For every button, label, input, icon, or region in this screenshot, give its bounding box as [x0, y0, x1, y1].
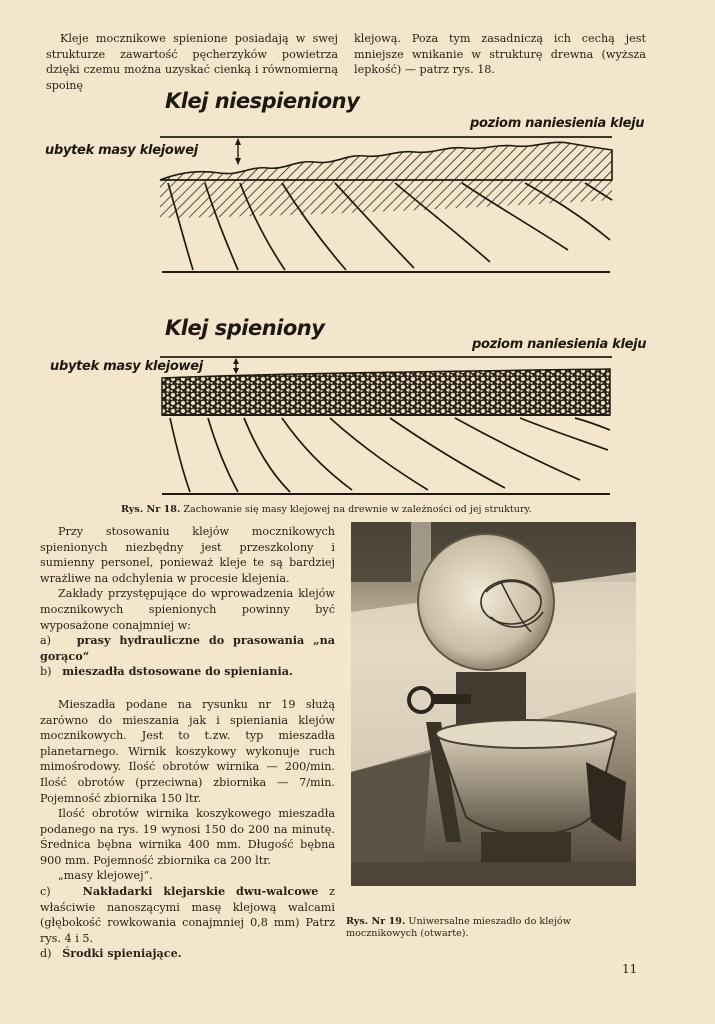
paragraph-5: „masy klejowej“.	[58, 869, 153, 883]
list-item-a-text: prasy hydrauliczne do prasowania „na gorąco“	[40, 633, 336, 663]
top-loss-arrow-head-up	[235, 138, 241, 145]
bottom-diagram-title: Klej spieniony	[165, 316, 325, 340]
bottom-level-label: poziom naniesienia kleju	[472, 337, 647, 352]
paragraph-3: Mieszadła podane na rysunku nr 19 służą zarówno do mieszania jak i spieniania klejów mocznikowych. Jest to t.zw. typ mieszadła planetarnego. Wirnik koszykowy wykonuje ruch mimośrodowy. Ilość obrotów wirnika — 200/min. Ilość obrotów (przeciwna) zbiornika — 7/min. Pojemność zbiornika 150 ltr.	[40, 697, 335, 805]
top-diagram-title: Klej niespieniony	[165, 89, 360, 113]
top-level-label: poziom naniesienia kleju	[470, 116, 645, 131]
intro-right-text: klejową. Poza tym zasadniczą ich cechą jest mniejsze wnikanie w strukturę drewna (wyższa lepkość) — patrz rys. 18.	[354, 32, 646, 77]
list-item-c-rest: z właściwie nanoszącymi masę klejową walcami (głębokość rowkowania conajmniej 0,8 mm) Patrz rys. 4 i 5.	[40, 885, 335, 945]
list-item-b-text: mieszadła dstosowane do spieniania.	[62, 664, 293, 679]
figure-19-photo-mixer	[351, 522, 636, 886]
figure-18-caption	[121, 504, 591, 516]
paragraph-gap	[40, 680, 335, 697]
list-item-c-letter: c)	[40, 885, 51, 899]
list-item-b-letter: b)	[40, 665, 52, 679]
paragraph-1: Przy stosowaniu klejów mocznikowych spienionych niezbędny jest przeszkolony i sumienny personel, ponieważ kleje te są bardziej wrażliwe na odchylenia w procesie klejenia.	[40, 525, 335, 585]
list-item-c	[40, 884, 335, 946]
page-number: 11	[622, 962, 638, 976]
body-text-column	[40, 524, 335, 962]
list-item-a-letter: a)	[40, 634, 52, 648]
figure-19-caption	[346, 916, 641, 940]
top-penetration-zone	[160, 180, 612, 218]
list-item-d-letter: d)	[40, 947, 52, 961]
figure-18-caption-text: Zachowanie się masy klejowej na drewnie w zależności od jej struktury.	[183, 504, 532, 515]
list-item-b	[40, 664, 335, 680]
figure-19-caption-text: Uniwersalne mieszadło do klejów mocznikowych (otwarte).	[346, 916, 571, 939]
bottom-wood-grain	[170, 418, 610, 492]
figure-18-caption-prefix: Rys. Nr 18.	[121, 504, 181, 515]
list-item-d-text: Środki spieniające.	[62, 946, 182, 961]
figure-19-caption-prefix: Rys. Nr 19.	[346, 916, 406, 927]
bottom-foam-glue-layer	[162, 369, 610, 415]
intro-left-text: Kleje mocznikowe spienione posiadają w swej strukturze zawartość pęcherzyków powietrza dzięki czemu można uzyskać cienką i równomierną spoinę	[46, 32, 338, 92]
paragraph-2: Zakłady przystępujące do wprowadzenia klejów mocznikowych spienionych powinny być wyposażone conajmniej w:	[40, 587, 335, 632]
bottom-loss-arrow-head-up	[233, 358, 239, 364]
paragraph-4: Ilość obrotów wirnika koszykowego mieszadła podanego na rys. 19 wynosi 150 do 200 na minutę. Średnica bębna wirnika 400 mm. Długość bębna 900 mm. Pojemność zbiornika ca 200 ltr.	[40, 807, 335, 867]
list-item-a	[40, 633, 335, 664]
top-glue-wavy-surface	[160, 142, 612, 180]
bottom-loss-label: ubytek masy klejowej	[50, 359, 203, 374]
list-item-d	[40, 946, 335, 962]
top-loss-label: ubytek masy klejowej	[45, 143, 198, 158]
bottom-loss-arrow-head-down	[233, 368, 239, 374]
top-loss-arrow-head-down	[235, 158, 241, 165]
list-item-c-bold: Nakładarki klejarskie dwu-walcowe	[82, 884, 319, 899]
